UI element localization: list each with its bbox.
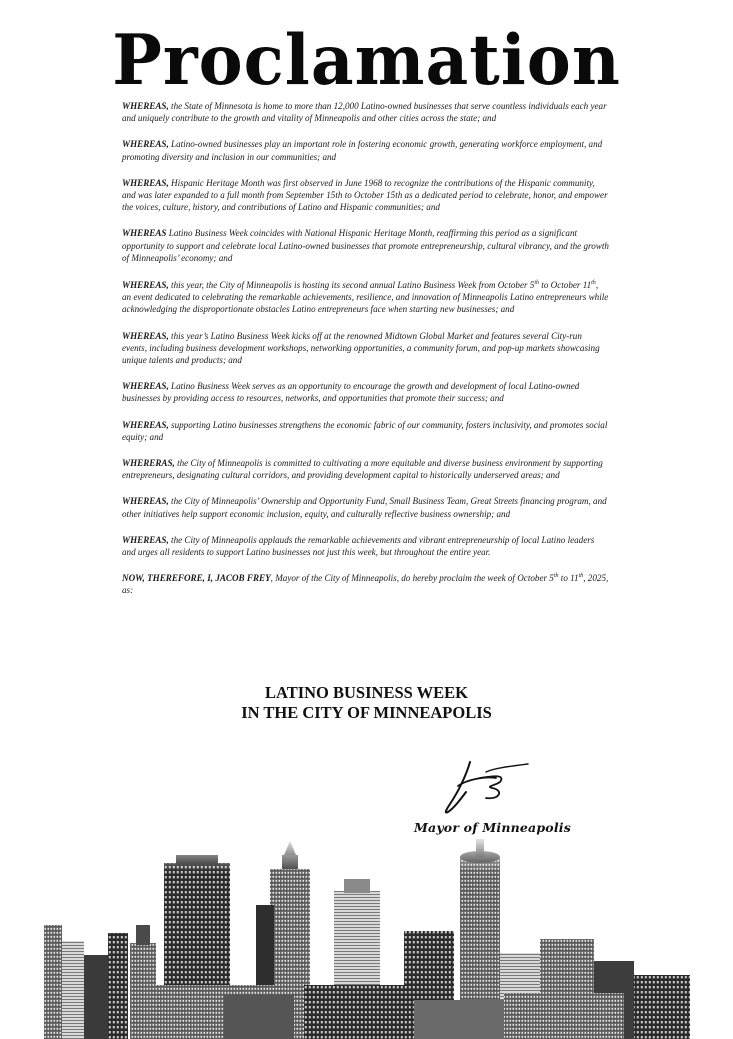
document-title: Proclamation [112, 19, 621, 101]
closing-paragraph: NOW, THEREFORE, I, JACOB FREY, Mayor of the City of Minneapolis, do hereby proclaim the week of October 5th to 11th, 2025, as: [122, 573, 609, 596]
heading-line-2: IN THE CITY OF MINNEAPOLIS [241, 703, 492, 722]
mayor-signature [436, 756, 536, 820]
whereas-paragraph-11: WHEREAS, the City of Minneapolis applauds the remarkable achievements and vibrant entrepreneurship of local Latino leaders and urges all residents to support Latino businesses not just this week, but throughout the entire year. [122, 534, 595, 558]
whereas-paragraph-1: WHEREAS, the State of Minnesota is home to more than 12,000 Latino-owned businesses that serve countless individuals each year and uniquely contribute to the growth and vitality of Minneapolis and other cities across the state; and [122, 101, 607, 124]
mayor-title-label: Mayor of Minneapolis [414, 820, 571, 835]
heading-line-1: LATINO BUSINESS WEEK [265, 683, 468, 702]
whereas-paragraph-2: WHEREAS, Latino-owned businesses play an important role in fostering economic growth, generating workforce employment, and promoting diversity and inclusion in our communities; and [122, 139, 603, 162]
whereas-paragraph-8: WHEREAS, supporting Latino businesses strengthens the economic fabric of our community, fosters inclusivity, and promotes social equity; and [122, 419, 608, 442]
whereas-paragraph-4: WHEREAS Latino Business Week coincides with National Hispanic Heritage Month, reaffirming this period as a significant opportunity to support and celebrate local Latino-owned businesses that promote entrepreneurship, cultural vibrancy, and the growth of Minneapolis’ economy; and [122, 228, 609, 263]
city-skyline-illustration [44, 835, 690, 1039]
whereas-paragraph-9: WHERERAS, the City of Minneapolis is committed to cultivating a more equitable and diverse business environment by supporting entrepreneurs, designating cultural corridors, and providing development capital to historically underserved areas; and [122, 458, 603, 481]
proclamation-heading [0, 683, 733, 723]
whereas-paragraph-6: WHEREAS, this year’s Latino Business Week kicks off at the renowned Midtown Global Market and features several City-run events, including business development workshops, networking opportunities, a community forum, and pop-up markets showcasing unique talents and products; and [122, 330, 600, 366]
whereas-paragraph-3: WHEREAS, Hispanic Heritage Month was first observed in June 1968 to recognize the contributions of the Hispanic community, and was later expanded to a full month from September 15th to October 15th as a dedicated period to celebrate, honor, and empower the voices, culture, history, and contributions of Latino and Hispanic communities; and [122, 177, 608, 213]
whereas-paragraph-5: WHEREAS, this year, the City of Minneapolis is hosting its second annual Latino Business Week from October 5th to October 11th, an event dedicated to celebrating the remarkable achievements, resilience, and innovation of Minneapolis Latino entrepreneurs while acknowledging the disproportionate obstacles Latino entrepreneurs face when starting new businesses; and [122, 280, 609, 315]
whereas-paragraph-7: WHEREAS, Latino Business Week serves as an opportunity to encourage the growth and development of local Latino-owned businesses by providing access to resources, networks, and opportunities that promote their success; and [122, 381, 580, 404]
proclamation-body [122, 100, 609, 611]
whereas-paragraph-10: WHEREAS, the City of Minneapolis’ Ownership and Opportunity Fund, Small Business Team, Great Streets financing program, and other initiatives help support economic inclusion, equity, and culturally reflective business ownership; and [122, 496, 607, 519]
